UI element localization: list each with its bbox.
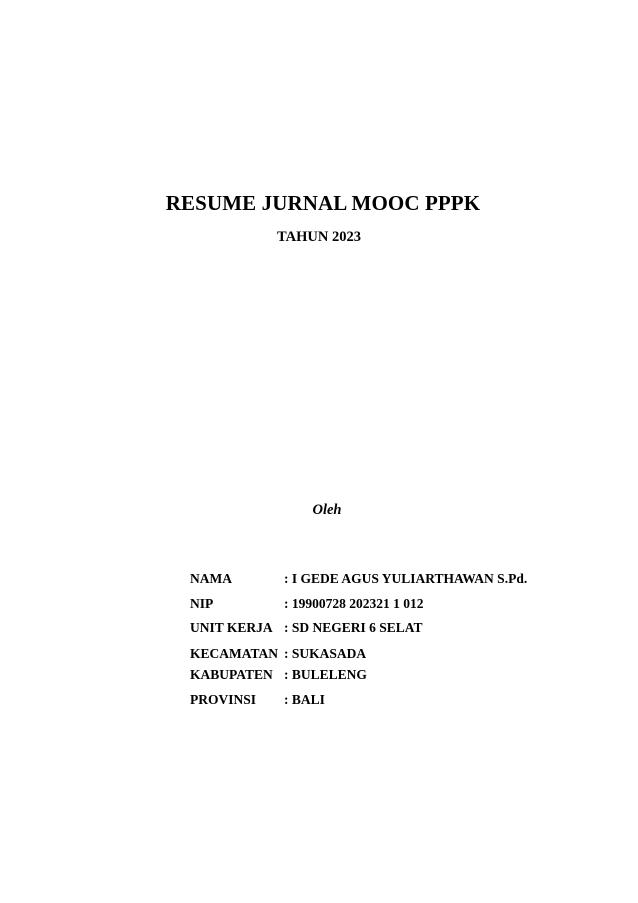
identity-value: : 19900728 202321 1 012 (284, 596, 424, 611)
identity-label: NIP (190, 596, 214, 611)
identity-label: UNIT KERJA (190, 620, 273, 635)
identity-row-kabupaten (190, 667, 367, 683)
identity-row-provinsi (190, 692, 325, 708)
identity-row-nama (190, 571, 527, 587)
document-title: RESUME JURNAL MOOC PPPK (165, 191, 481, 215)
identity-row-kecamatan (190, 646, 366, 662)
document-year: TAHUN 2023 (277, 229, 361, 245)
identity-value: : BULELENG (284, 667, 367, 682)
identity-label: PROVINSI (190, 692, 257, 707)
identity-value: : I GEDE AGUS YULIARTHAWAN S.Pd. (284, 571, 528, 586)
identity-label: KABUPATEN (190, 667, 273, 682)
identity-label: KECAMATAN (190, 646, 278, 661)
by-label: Oleh (312, 502, 342, 518)
identity-value: : SD NEGERI 6 SELAT (284, 620, 423, 635)
identity-row-nip (190, 596, 424, 612)
identity-value: : BALI (284, 692, 325, 707)
identity-row-unit-kerja (190, 620, 423, 636)
identity-label: NAMA (190, 571, 232, 586)
identity-value: : SUKASADA (284, 646, 367, 661)
